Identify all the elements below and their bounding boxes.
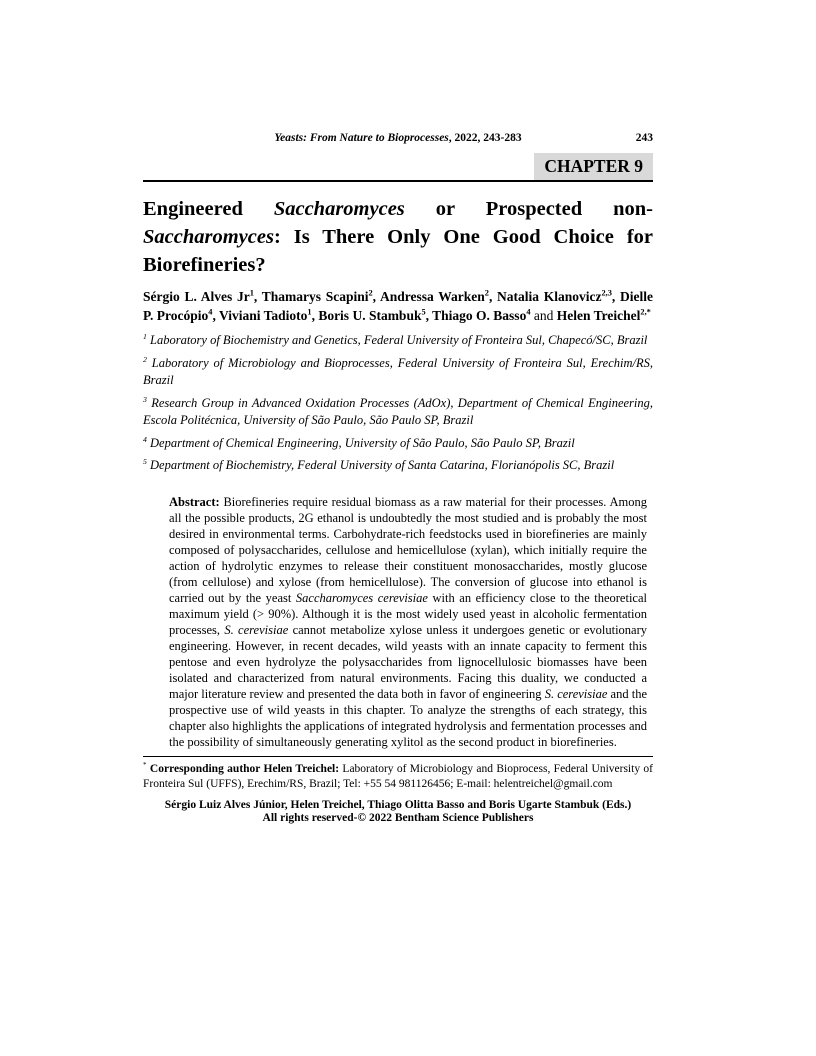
- abstract-text: Biorefineries require residual biomass as a raw material for their processes. Among all the possible products, 2G ethanol is undoubtedly the most studied and is probably the most desired in environmental terms. Carbohydrate-rich feedstocks used in biorefineries are mainly composed of polysaccharides, cellulose and hemicellulose (xylan), which initially require the action of hydrolytic enzymes to release their constituent monosaccharides, mostly glucose (from cellulose) and xylose (from hemicellulose). The conversion of glucose into ethanol is carried out by the yeast: [169, 494, 647, 605]
- affiliation-superscript: 5: [143, 456, 147, 466]
- affiliation: [143, 355, 653, 390]
- affiliation-text: Research Group in Advanced Oxidation Processes (AdOx), Department of Chemical Engineering, Escola Politécnica, University of São Paulo, São Paulo SP, Brazil: [143, 395, 653, 427]
- running-head-book-title: [274, 132, 521, 144]
- author-superscript: 5: [421, 307, 426, 316]
- footnote-text: Laboratory of Microbiology and Bioprocess, Federal University of Fronteira Sul (UFFS), Erechim/RS, Brazil; Tel: +55 54 981126456; E-mail: helentreichel@gmail.com: [143, 762, 653, 790]
- abstract-text: cannot metabolize xylose unless it undergoes genetic or evolutionary engineering. However, in recent decades, wild yeasts with an innate capacity to ferment this pentose and even hydrolyze the polysaccharides from lignocellulosic biomasses have been isolated and characterized from natural environments. Facing this duality, we conducted a major literature review and presented the data both in favor of engineering: [169, 622, 648, 701]
- author-name: , Thiago O. Basso: [425, 307, 527, 323]
- abstract-label: Abstract:: [169, 494, 220, 509]
- editors-line: Sérgio Luiz Alves Júnior, Helen Treichel, Thiago Olitta Basso and Boris Ugarte Stambuk (Eds.): [164, 798, 632, 811]
- author-superscript: 1: [307, 307, 312, 316]
- author-name: , Thamarys Scapini: [253, 289, 369, 304]
- abstract-species-italic: Saccharomyces cerevisiae: [295, 590, 428, 605]
- author-superscript: 2,3: [601, 288, 612, 298]
- author-superscript: 4: [526, 307, 531, 316]
- affiliation-text: Laboratory of Biochemistry and Genetics, Federal University of Fronteira Sul, Chapecó/SC, Brazil: [146, 333, 648, 347]
- title-part: Engineered: [143, 198, 274, 220]
- imprint: [143, 799, 653, 826]
- abstract: [169, 494, 647, 750]
- author-name: , Boris U. Stambuk: [311, 307, 422, 323]
- author-superscript: 4: [208, 307, 213, 316]
- page-number: 243: [635, 132, 653, 144]
- author-name: Sérgio L. Alves Jr: [143, 289, 250, 304]
- affiliation: [143, 395, 653, 430]
- affiliation: [143, 457, 653, 475]
- paper-title: [143, 195, 653, 279]
- abstract-species-italic: S. cerevisiae: [224, 622, 289, 637]
- footnote-marker: *: [143, 760, 147, 769]
- title-part: or Prospected non-: [404, 198, 653, 220]
- corresponding-author-footnote: [143, 756, 653, 793]
- authors-conjunction: and: [530, 307, 557, 323]
- author-name: Helen Treichel: [556, 307, 641, 323]
- authors-line: [143, 288, 653, 325]
- affiliation-text: Department of Chemical Engineering, University of São Paulo, São Paulo SP, Brazil: [146, 435, 575, 450]
- author-superscript: 2: [368, 288, 373, 298]
- affiliation-superscript: 2: [143, 354, 147, 364]
- author-name: , Viviani Tadioto: [212, 307, 308, 323]
- title-genus-italic: Saccharomyces: [273, 198, 405, 220]
- author-superscript: 2: [484, 288, 489, 298]
- chapter-rule: [143, 153, 653, 182]
- running-head: [143, 131, 653, 145]
- chapter-badge: CHAPTER 9: [534, 153, 653, 180]
- title-genus-italic: Saccharomyces: [143, 226, 274, 248]
- affiliation-text: Laboratory of Microbiology and Bioprocesses, Federal University of Fronteira Sul, Erechim/RS, Brazil: [143, 355, 653, 387]
- affiliation-text: Department of Biochemistry, Federal University of Santa Catarina, Florianópolis SC, Brazil: [146, 458, 615, 472]
- title-part: : Is There Only One Good Choice for Biorefineries?: [143, 226, 653, 276]
- affiliation: [143, 332, 653, 350]
- author-superscript: 2,*: [640, 307, 651, 316]
- author-name: , Dielle P. Procópio: [143, 289, 653, 323]
- affiliation: [143, 435, 653, 453]
- book-meta: , 2022, 243-283: [448, 132, 522, 144]
- author-name: , Natalia Klanovicz: [488, 289, 602, 304]
- abstract-species-italic: S. cerevisiae: [544, 686, 608, 701]
- abstract-text: with an efficiency close to the theoretical maximum yield (> 90%). Although it is the most widely used yeast in alcoholic fermentation processes,: [169, 590, 647, 637]
- affiliation-superscript: 1: [143, 331, 147, 341]
- copyright-line: All rights reserved-© 2022 Bentham Science Publishers: [262, 812, 534, 824]
- author-name: , Andressa Warken: [372, 289, 485, 304]
- abstract-text: and the prospective use of wild yeasts in this chapter. To analyze the strengths of each strategy, this chapter also highlights the applications of integrated hydrolysis and fermentation processes and the possibility of simultaneously generating xylitol as the second product in biorefineries.: [169, 686, 647, 749]
- book-title: Yeasts: From Nature to Bioprocesses: [274, 132, 449, 144]
- author-superscript: 1: [249, 288, 254, 298]
- affiliations: [143, 332, 653, 475]
- affiliation-superscript: 4: [143, 434, 147, 444]
- footnote-lead: Corresponding author Helen Treichel:: [146, 762, 340, 775]
- affiliation-superscript: 3: [143, 394, 147, 404]
